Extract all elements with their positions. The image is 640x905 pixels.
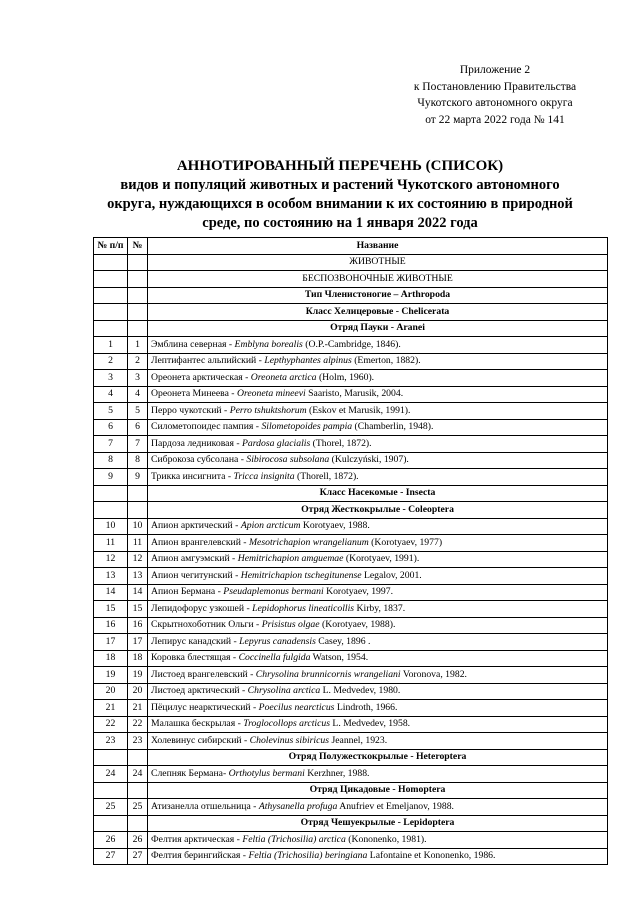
row-subnumber: 4 [128,386,148,403]
row-subnumber: 19 [128,667,148,684]
species-name-cell [148,650,608,667]
section-heading: ЖИВОТНЫЕ [148,254,608,271]
common-name: Апион врангелевский - [151,536,249,548]
latin-name: Athysanella profuga [258,800,338,812]
author-year: (Thorell, 1872). [294,470,359,482]
row-subnumber: 27 [128,848,148,865]
table-row [94,766,608,783]
empty-cell [94,502,128,519]
row-number: 17 [94,634,128,651]
row-number: 19 [94,667,128,684]
row-subnumber: 24 [128,766,148,783]
empty-cell [128,782,148,799]
section-row [94,320,608,337]
author-year: Jeannel, 1923. [329,734,388,746]
species-name-cell [148,634,608,651]
latin-name: Sibirocosa subsolana [246,454,330,466]
species-name-cell [148,436,608,453]
table-row [94,568,608,585]
common-name: Скрытнохоботник Ольги - [151,619,262,631]
table-row [94,386,608,403]
row-number: 6 [94,419,128,436]
header-cell: № [128,238,148,255]
common-name: Малашка бескрылая - [151,718,244,730]
author-year: (Thorel, 1872). [310,437,372,449]
common-name: Ореонета Минеева - [151,388,237,400]
row-subnumber: 7 [128,436,148,453]
species-table [93,237,608,865]
row-subnumber: 3 [128,370,148,387]
row-number: 27 [94,848,128,865]
row-number: 5 [94,403,128,420]
table-row [94,353,608,370]
row-number: 8 [94,452,128,469]
author-year: (Chamberlin, 1948). [352,421,434,433]
latin-name: Oreoneta mineevi [236,388,306,400]
table-row [94,370,608,387]
empty-cell [128,749,148,766]
species-name-cell [148,799,608,816]
section-heading: Тип Членистоногие – Arthropoda [148,287,608,304]
appendix-line: Чукотского автономного округа [417,97,573,109]
row-number: 24 [94,766,128,783]
common-name: Сиброкоза субсолана - [151,454,247,466]
section-row [94,749,608,766]
latin-name: Poecilus nearcticus [258,701,335,713]
row-subnumber: 11 [128,535,148,552]
row-number: 21 [94,700,128,717]
document-title [80,157,600,233]
author-year: Lafontaine et Kononenko, 1986. [367,850,496,862]
latin-name: Mesotrichapion wrangelianum [248,536,369,548]
common-name: Перро чукотский - [151,404,230,416]
table-row [94,634,608,651]
common-name: Листоед врангелевский - [151,668,256,680]
table-row [94,683,608,700]
empty-cell [94,304,128,321]
row-number: 20 [94,683,128,700]
table-header-row [94,238,608,255]
row-subnumber: 23 [128,733,148,750]
empty-cell [94,815,128,832]
appendix-line: от 22 марта 2022 года № 141 [425,113,565,126]
author-year: Saaristo, Marusik, 2004. [305,388,404,400]
table-row [94,601,608,618]
empty-cell [94,320,128,337]
row-subnumber: 16 [128,617,148,634]
author-year: Watson, 1954. [310,652,369,664]
author-year: (Eskov et Marusik, 1991). [306,404,411,416]
row-subnumber: 26 [128,832,148,849]
latin-name: Coccinella fulgida [238,652,311,664]
row-subnumber: 12 [128,551,148,568]
row-number: 26 [94,832,128,849]
latin-name: Chrysolina brunnicornis wrangeliani [255,668,401,680]
row-subnumber: 18 [128,650,148,667]
author-year: Legalov, 2001. [361,569,422,581]
latin-name: Tricca insignita [233,470,295,482]
empty-cell [94,287,128,304]
empty-cell [128,485,148,502]
section-heading: Отряд Цикадовые - Homoptera [148,782,608,799]
row-number: 18 [94,650,128,667]
common-name: Лепидофорус узкошей - [151,602,253,614]
common-name: Апион чегитунский - [151,569,241,581]
species-name-cell [148,601,608,618]
section-row [94,815,608,832]
latin-name: Chrysolina arctica [247,685,321,697]
table-row [94,436,608,453]
common-name: Пардоза ледниковая - [151,437,242,449]
title-line: округа, нуждающихся в особом внимании к их состоянию в природной [107,196,573,212]
latin-name: Feltia (Trichosilia) beringiana [248,850,368,862]
species-name-cell [148,337,608,354]
author-year: (O.P.-Cambridge, 1846). [302,338,401,350]
section-row [94,287,608,304]
table-row [94,584,608,601]
row-subnumber: 10 [128,518,148,535]
table-row [94,700,608,717]
table-row [94,667,608,684]
empty-cell [94,782,128,799]
table-row [94,403,608,420]
common-name: Апион Бермана - [151,586,224,598]
common-name: Апион арктический - [151,520,241,532]
empty-cell [128,815,148,832]
author-year: L. Medvedev, 1980. [320,685,401,697]
row-number: 2 [94,353,128,370]
row-subnumber: 2 [128,353,148,370]
author-year: Kerzhner, 1988. [304,767,370,779]
common-name: Коровка блестящая - [151,652,239,664]
table-row [94,716,608,733]
section-row [94,485,608,502]
header-cell: № п/п [94,238,128,255]
author-year: (Holm, 1960). [316,371,375,383]
author-year: (Kononenko, 1981). [345,833,427,845]
empty-cell [128,304,148,321]
row-number: 23 [94,733,128,750]
table-row [94,551,608,568]
author-year: (Korotyaev, 1988). [319,619,396,631]
section-heading: Отряд Полужесткокрылые - Heteroptera [148,749,608,766]
author-year: L. Medvedev, 1958. [330,718,411,730]
species-name-cell [148,584,608,601]
section-heading: Класс Хелицеровые - Chelicerata [148,304,608,321]
species-name-cell [148,403,608,420]
empty-cell [128,287,148,304]
species-name-cell [148,733,608,750]
row-subnumber: 5 [128,403,148,420]
row-subnumber: 17 [128,634,148,651]
latin-name: Pardosa glacialis [241,437,311,449]
row-number: 3 [94,370,128,387]
species-name-cell [148,766,608,783]
author-year: Voronova, 1982. [400,668,467,680]
species-name-cell [148,518,608,535]
row-subnumber: 1 [128,337,148,354]
empty-cell [128,502,148,519]
species-name-cell [148,700,608,717]
row-subnumber: 13 [128,568,148,585]
title-line: среде, по состоянию на 1 января 2022 года [202,215,478,231]
author-year: Lindroth, 1966. [334,701,398,713]
latin-name: Hemitrichapion amguemae [237,553,344,565]
table-row [94,799,608,816]
common-name: Апион амгуэмский - [151,553,238,565]
species-name-cell [148,469,608,486]
section-row [94,782,608,799]
latin-name: Lepidophorus lineaticollis [252,602,355,614]
row-subnumber: 9 [128,469,148,486]
latin-name: Apion arcticum [240,520,301,532]
latin-name: Lepthyphantes alpinus [264,355,352,367]
empty-cell [128,271,148,288]
common-name: Пёцилус неарктический - [151,701,259,713]
table-row [94,452,608,469]
common-name: Эмблина северная - [151,338,235,350]
appendix-block [380,62,610,128]
section-row [94,304,608,321]
table-body [94,254,608,865]
row-number: 7 [94,436,128,453]
latin-name: Feltia (Trichosilia) arctica [242,833,346,845]
author-year: Anufriev et Emeljanov, 1988. [337,800,454,812]
empty-cell [94,485,128,502]
common-name: Силометопоидес пампия - [151,421,262,433]
species-name-cell [148,568,608,585]
empty-cell [94,271,128,288]
latin-name: Lepyrus canadensis [239,635,316,647]
author-year: Korotyaev, 1988. [300,520,370,532]
row-number: 4 [94,386,128,403]
author-year: (Emerton, 1882). [351,355,421,367]
empty-cell [94,254,128,271]
table-row [94,518,608,535]
common-name: Фелтия берингийская - [151,850,249,862]
latin-name: Emblyna borealis [234,338,303,350]
row-subnumber: 6 [128,419,148,436]
common-name: Атизанелла отшельница - [151,800,259,812]
table-row [94,848,608,865]
species-name-cell [148,716,608,733]
latin-name: Silometopoides pampia [261,421,353,433]
species-name-cell [148,848,608,865]
species-name-cell [148,683,608,700]
table-row [94,469,608,486]
row-number: 12 [94,551,128,568]
author-year: Casey, 1896 . [315,635,371,647]
table-row [94,337,608,354]
latin-name: Troglocollops arcticus [243,718,330,730]
section-heading: Отряд Чешуекрылые - Lepidoptera [148,815,608,832]
author-year: (Korotyaev, 1991). [343,553,420,565]
latin-name: Perro tshuktshorum [229,404,307,416]
row-subnumber: 20 [128,683,148,700]
table-row [94,650,608,667]
species-name-cell [148,832,608,849]
species-name-cell [148,535,608,552]
row-subnumber: 14 [128,584,148,601]
table-row [94,832,608,849]
species-name-cell [148,667,608,684]
row-number: 25 [94,799,128,816]
author-year: (Korotyaev, 1977) [368,536,443,548]
species-name-cell [148,617,608,634]
row-number: 14 [94,584,128,601]
table-row [94,733,608,750]
author-year: Kirby, 1837. [354,602,406,614]
species-name-cell [148,370,608,387]
common-name: Лепирус канадский - [151,635,240,647]
row-number: 10 [94,518,128,535]
row-subnumber: 15 [128,601,148,618]
species-name-cell [148,419,608,436]
common-name: Лептифантес альпийский - [151,355,265,367]
row-number: 15 [94,601,128,618]
row-number: 1 [94,337,128,354]
section-heading: Отряд Жесткокрылые - Coleoptera [148,502,608,519]
section-row [94,502,608,519]
latin-name: Orthotylus bermani [228,767,305,779]
row-number: 22 [94,716,128,733]
row-number: 16 [94,617,128,634]
row-number: 13 [94,568,128,585]
common-name: Ореонета арктическая - [151,371,251,383]
title-line: АННОТИРОВАННЫЙ ПЕРЕЧЕНЬ (СПИСОК) [176,158,504,174]
latin-name: Oreoneta arctica [250,371,317,383]
section-heading: Класс Насекомые - Insecta [148,485,608,502]
species-name-cell [148,386,608,403]
section-heading: БЕСПОЗВОНОЧНЫЕ ЖИВОТНЫЕ [148,271,608,288]
table-row [94,535,608,552]
title-line: видов и популяций животных и растений Чукотского автономного [120,177,560,193]
empty-cell [128,254,148,271]
author-year: (Kulczyński, 1907). [329,454,409,466]
row-subnumber: 8 [128,452,148,469]
common-name: Листоед арктический - [151,685,248,697]
latin-name: Cholevinus sibiricus [249,734,330,746]
common-name: Трикка инсигнита - [151,470,234,482]
species-name-cell [148,353,608,370]
header-cell: Название [148,238,608,255]
row-number: 11 [94,535,128,552]
author-year: Korotyaev, 1997. [323,586,393,598]
latin-name: Pseudaplemonus bermani [223,586,324,598]
common-name: Слепняк Бермана- [151,767,229,779]
species-name-cell [148,452,608,469]
row-subnumber: 21 [128,700,148,717]
species-name-cell [148,551,608,568]
table-row [94,419,608,436]
common-name: Холевинус сибирский - [151,734,250,746]
empty-cell [128,320,148,337]
section-heading: Отряд Пауки - Aranei [148,320,608,337]
appendix-line: к Постановлению Правительства [413,80,577,93]
section-row [94,271,608,288]
latin-name: Prisistus olgae [261,619,320,631]
common-name: Фелтия арктическая - [151,833,243,845]
row-subnumber: 25 [128,799,148,816]
section-row [94,254,608,271]
empty-cell [94,749,128,766]
row-number: 9 [94,469,128,486]
row-subnumber: 22 [128,716,148,733]
latin-name: Hemitrichapion tschegitunense [240,569,362,581]
table-row [94,617,608,634]
appendix-line: Приложение 2 [459,64,531,76]
